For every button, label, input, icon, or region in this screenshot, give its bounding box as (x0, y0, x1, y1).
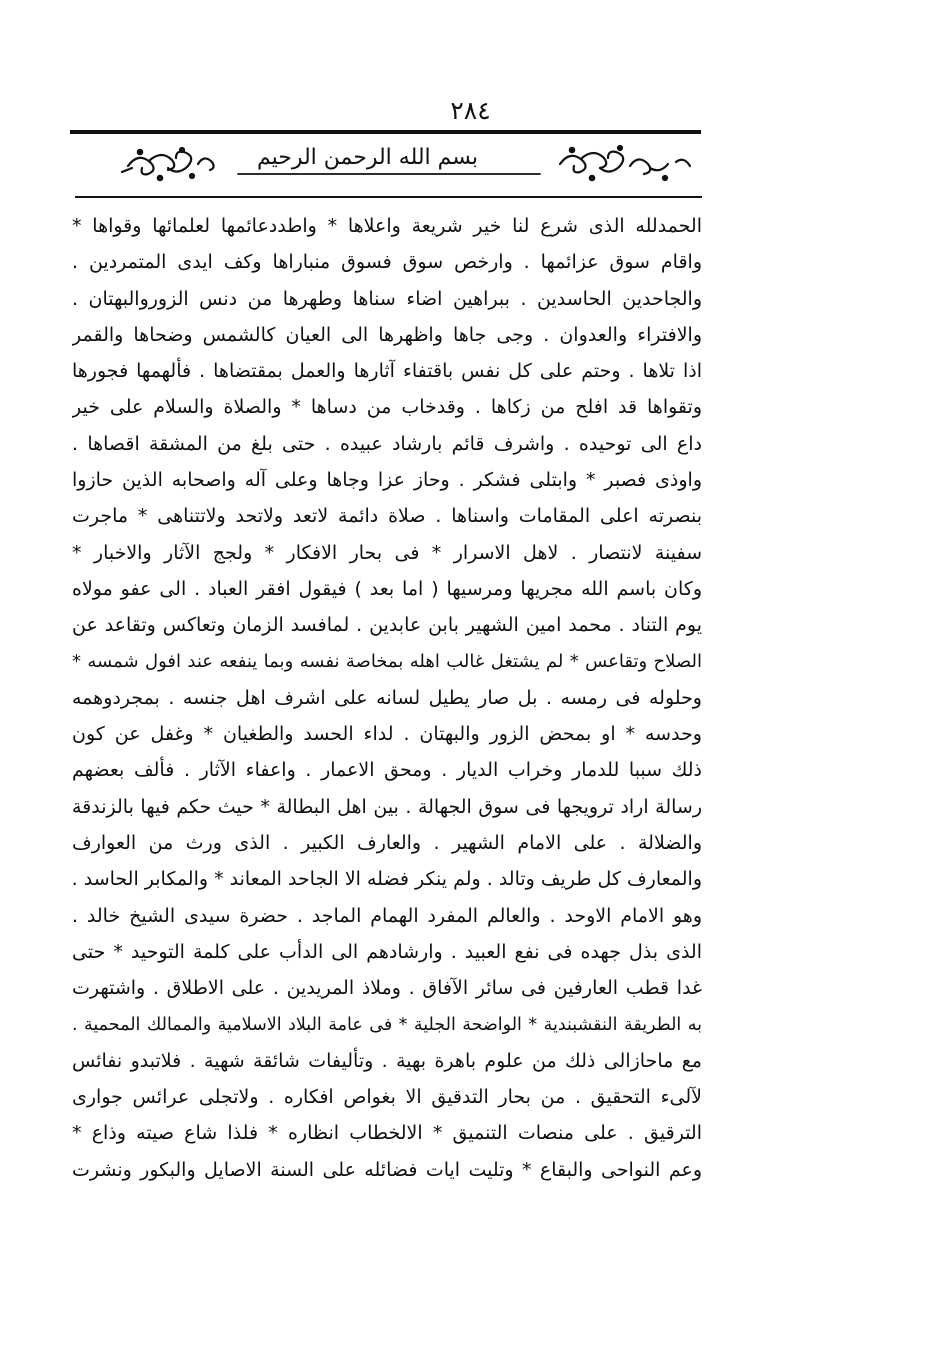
text-line: وعم النواحى والبقاع * وتليت ايات فضائله على السنة الاصايل والبكور ونشرت (72, 1158, 702, 1181)
basmala-ornament-band (120, 138, 700, 190)
text-line: الترقيق . على منصات التنميق * الالخطاب انظاره * فلذا شاع صيته وذاع * (72, 1122, 702, 1145)
text-line: وحدسه * او بمحض الزور والبهتان . لداء الحسد والطغيان * وغفل عن كون (72, 723, 702, 746)
text-line: واوذى فصبر * وابتلى فشكر . وحاز عزا وجاها وعلى آله واصحابه الذين حازوا (72, 469, 702, 492)
text-line: داع الى توحيده . واشرف قائم بارشاد عبيده . حتى بلغ من المشقة اقصاها . (72, 432, 702, 455)
text-line: لآلىء التحقيق . من بحار التدقيق الا بغواص افكاره . ولاتجلى عرائس جوارى (72, 1086, 702, 1109)
text-line: يوم التناد . محمد امين الشهير بابن عابدين . لمافسد الزمان وتعاكس وتقاعد عن (72, 614, 702, 637)
text-line: بنصرته اعلى المقامات واسناها . صلاة دائمة لاتعد ولاتحد ولاتتناهى * ماجرت (72, 505, 702, 528)
text-line: الحمدلله الذى شرع لنا خير شريعة واعلاها * واطددعائمها لعلمائها وقواها * (72, 215, 702, 237)
header-underline (75, 196, 702, 198)
text-line: وكان باسم الله مجريها ومرسيها ( اما بعد ) فيقول افقر العباد . الى عفو مولاه (72, 577, 702, 600)
text-line: غدا قطب العارفين فى سائر الآفاق . وملاذ المريدين . على الاطلاق . واشتهرت (72, 977, 702, 1000)
text-line: اذا تلاها . وحتم على كل نفس باقتفاء آثارها والعمل بمقتضاها . فألهمها فجورها (72, 360, 702, 383)
header-rule (70, 130, 701, 134)
text-line: واقام سوق عزائمها . وارخص سوق فسوق منباراها وكف ايدى المتمردين . (72, 251, 702, 274)
page-number: ٢٨٤ (450, 96, 491, 125)
text-line: وهو الامام الاوحد . والعالم المفرد الهمام الماجد . حضرة سيدى الشيخ خالد . (72, 904, 702, 927)
text-line: به الطريقة النقشبندية * الواضحة الجلية * فى عامة البلاد الاسلامية والممالك المحمية . (72, 1014, 702, 1035)
body-text-block (72, 208, 702, 1188)
text-line: الصلاح وتقاعس * لم يشتغل غالب اهله بمخاصة نفسه وبما ينفعه عند افول شمسه * (72, 650, 702, 672)
text-line: وتقواها قد افلح من زكاها . وقدخاب من دساها * والصلاة والسلام على خير (72, 396, 702, 419)
text-line: ذلك سببا للدمار وخراب الديار . ومحق الاعمار . واعفاء الآثار . فألف بعضهم (72, 759, 702, 782)
text-line: والجاحدين الحاسدين . ببراهين اضاء سناها وطهرها من دنس الزوروالبهتان . (72, 287, 702, 310)
text-line: مع ماحازالى ذلك من علوم باهرة بهية . وتأليفات شائقة شهية . فلاتبدو نفائس (72, 1049, 702, 1072)
text-line: والضلالة . على الامام الشهير . والعارف الكبير . الذى ورث من العوارف (72, 832, 702, 855)
text-line: رسالة اراد ترويجها فى سوق الجهالة . بين اهل البطالة * حيث حكم فيها بالزندقة (72, 795, 702, 818)
text-line: والافتراء والعدوان . وجى جاها واظهرها الى العيان كالشمس وضحاها والقمر (72, 323, 702, 346)
text-line: وحلوله فى رمسه . بل صار يطيل لسانه على اشرف اهل جنسه . بمجردوهمه (72, 686, 702, 709)
text-line: سفينة لانتصار . لاهل الاسرار * فى بحار الافكار * ولجج الآثار والاخبار * (72, 541, 702, 564)
text-line: والمعارف كل طريف وتالد . ولم ينكر فضله الا الجاحد المعاند * والمكابر الحاسد . (72, 868, 702, 891)
basmala-heading: بسم الله الرحمن الرحيم (256, 145, 479, 170)
text-line: الذى بذل جهده فى نفع العبيد . وارشادهم الى الدأب على كلمة التوحيد * حتى (72, 940, 702, 963)
